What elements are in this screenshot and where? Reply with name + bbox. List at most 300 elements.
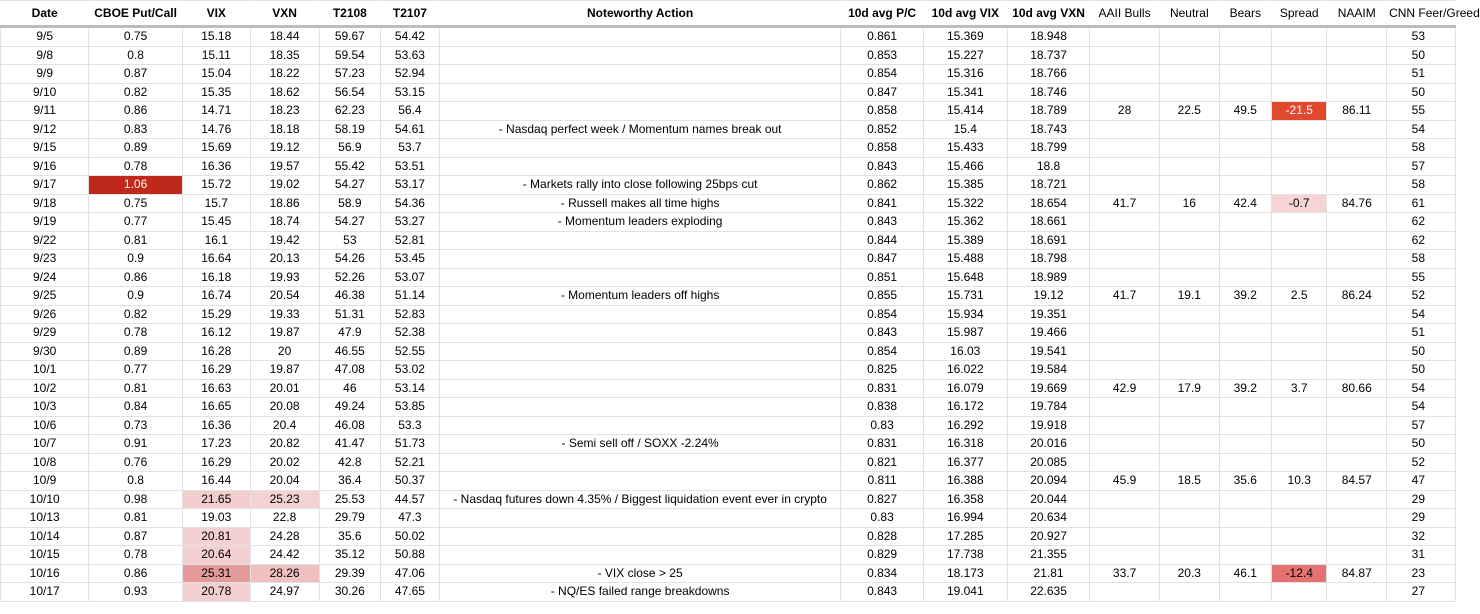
cell-10d-avg-vix[interactable]: 15.341 <box>923 83 1007 102</box>
cell-spread[interactable] <box>1271 231 1326 250</box>
cell-vxn[interactable]: 19.02 <box>250 176 319 195</box>
cell-neutral[interactable] <box>1160 120 1220 139</box>
cell-bears[interactable] <box>1219 324 1271 343</box>
cell-spread[interactable] <box>1271 361 1326 380</box>
header-naaim[interactable]: NAAIM <box>1327 1 1387 27</box>
cell-cnn-fear-greed[interactable]: 27 <box>1387 583 1456 602</box>
cell-date[interactable]: 9/15 <box>1 139 89 158</box>
cell-10d-avg-pc[interactable]: 0.821 <box>841 453 923 472</box>
cell-neutral[interactable]: 22.5 <box>1160 102 1220 121</box>
cell-vxn[interactable]: 19.12 <box>250 139 319 158</box>
cell-vxn[interactable]: 18.22 <box>250 65 319 84</box>
cell-t2107[interactable]: 52.21 <box>381 453 440 472</box>
cell-naaim[interactable]: 86.24 <box>1327 287 1387 306</box>
cell-10d-avg-pc[interactable]: 0.862 <box>841 176 923 195</box>
cell-t2107[interactable]: 52.38 <box>381 324 440 343</box>
cell-10d-avg-pc[interactable]: 0.847 <box>841 250 923 269</box>
header-10d-avg-pc[interactable]: 10d avg P/C <box>841 1 923 27</box>
cell-t2107[interactable]: 50.88 <box>381 546 440 565</box>
cell-10d-avg-vix[interactable]: 16.292 <box>923 416 1007 435</box>
cell-t2107[interactable]: 53.27 <box>381 213 440 232</box>
cell-neutral[interactable]: 20.3 <box>1160 564 1220 583</box>
cell-vix[interactable]: 16.36 <box>182 416 250 435</box>
cell-10d-avg-vxn[interactable]: 19.466 <box>1007 324 1089 343</box>
cell-vix[interactable]: 20.64 <box>182 546 250 565</box>
cell-10d-avg-pc[interactable]: 0.831 <box>841 435 923 454</box>
cell-date[interactable]: 10/14 <box>1 527 89 546</box>
cell-cnn-fear-greed[interactable]: 55 <box>1387 102 1456 121</box>
cell-bears[interactable] <box>1219 157 1271 176</box>
cell-10d-avg-pc[interactable]: 0.861 <box>841 27 923 47</box>
cell-10d-avg-vix[interactable]: 16.994 <box>923 509 1007 528</box>
cell-cnn-fear-greed[interactable]: 31 <box>1387 546 1456 565</box>
cell-naaim[interactable] <box>1327 139 1387 158</box>
cell-spread[interactable] <box>1271 435 1326 454</box>
cell-t2107[interactable]: 54.42 <box>381 27 440 47</box>
cell-date[interactable]: 9/16 <box>1 157 89 176</box>
cell-neutral[interactable] <box>1160 268 1220 287</box>
cell-10d-avg-vxn[interactable]: 19.784 <box>1007 398 1089 417</box>
cell-vxn[interactable]: 24.28 <box>250 527 319 546</box>
cell-vix[interactable]: 16.44 <box>182 472 250 491</box>
cell-t2107[interactable]: 53.7 <box>381 139 440 158</box>
cell-t2107[interactable]: 52.55 <box>381 342 440 361</box>
cell-vix[interactable]: 16.18 <box>182 268 250 287</box>
cell-noteworthy-action[interactable] <box>439 65 841 84</box>
cell-aaii-bulls[interactable]: 41.7 <box>1090 194 1160 213</box>
cell-naaim[interactable] <box>1327 342 1387 361</box>
cell-10d-avg-vxn[interactable]: 19.918 <box>1007 416 1089 435</box>
cell-naaim[interactable] <box>1327 157 1387 176</box>
cell-10d-avg-pc[interactable]: 0.858 <box>841 102 923 121</box>
cell-naaim[interactable] <box>1327 83 1387 102</box>
cell-bears[interactable] <box>1219 176 1271 195</box>
cell-put-call[interactable]: 0.84 <box>89 398 183 417</box>
cell-t2107[interactable]: 53.51 <box>381 157 440 176</box>
cell-noteworthy-action[interactable]: - Momentum leaders off highs <box>439 287 841 306</box>
cell-10d-avg-vxn[interactable]: 21.81 <box>1007 564 1089 583</box>
cell-10d-avg-pc[interactable]: 0.852 <box>841 120 923 139</box>
cell-10d-avg-vxn[interactable]: 18.721 <box>1007 176 1089 195</box>
cell-spread[interactable] <box>1271 490 1326 509</box>
cell-10d-avg-pc[interactable]: 0.834 <box>841 564 923 583</box>
cell-aaii-bulls[interactable] <box>1090 139 1160 158</box>
cell-noteworthy-action[interactable]: - Semi sell off / SOXX -2.24% <box>439 435 841 454</box>
cell-t2107[interactable]: 53.63 <box>381 46 440 65</box>
cell-neutral[interactable] <box>1160 398 1220 417</box>
cell-cnn-fear-greed[interactable]: 52 <box>1387 453 1456 472</box>
cell-10d-avg-pc[interactable]: 0.825 <box>841 361 923 380</box>
header-vxn[interactable]: VXN <box>250 1 319 27</box>
cell-10d-avg-vxn[interactable]: 20.094 <box>1007 472 1089 491</box>
cell-date[interactable]: 10/10 <box>1 490 89 509</box>
cell-aaii-bulls[interactable] <box>1090 342 1160 361</box>
cell-vxn[interactable]: 20.02 <box>250 453 319 472</box>
cell-spread[interactable] <box>1271 83 1326 102</box>
cell-vix[interactable]: 14.76 <box>182 120 250 139</box>
cell-neutral[interactable] <box>1160 583 1220 602</box>
cell-cnn-fear-greed[interactable]: 54 <box>1387 120 1456 139</box>
cell-t2107[interactable]: 51.14 <box>381 287 440 306</box>
cell-date[interactable]: 9/19 <box>1 213 89 232</box>
cell-neutral[interactable]: 18.5 <box>1160 472 1220 491</box>
cell-noteworthy-action[interactable] <box>439 83 841 102</box>
cell-date[interactable]: 10/6 <box>1 416 89 435</box>
cell-bears[interactable] <box>1219 305 1271 324</box>
cell-neutral[interactable] <box>1160 157 1220 176</box>
cell-vxn[interactable]: 18.44 <box>250 27 319 47</box>
cell-cnn-fear-greed[interactable]: 50 <box>1387 46 1456 65</box>
cell-neutral[interactable] <box>1160 83 1220 102</box>
cell-t2108[interactable]: 58.19 <box>319 120 381 139</box>
cell-bears[interactable]: 39.2 <box>1219 379 1271 398</box>
cell-neutral[interactable] <box>1160 65 1220 84</box>
cell-bears[interactable] <box>1219 490 1271 509</box>
cell-aaii-bulls[interactable]: 41.7 <box>1090 287 1160 306</box>
cell-aaii-bulls[interactable] <box>1090 231 1160 250</box>
cell-10d-avg-vix[interactable]: 15.4 <box>923 120 1007 139</box>
cell-naaim[interactable] <box>1327 268 1387 287</box>
cell-t2107[interactable]: 56.4 <box>381 102 440 121</box>
cell-put-call[interactable]: 0.73 <box>89 416 183 435</box>
cell-aaii-bulls[interactable] <box>1090 416 1160 435</box>
cell-10d-avg-pc[interactable]: 0.841 <box>841 194 923 213</box>
cell-t2107[interactable]: 53.45 <box>381 250 440 269</box>
cell-10d-avg-vxn[interactable]: 18.948 <box>1007 27 1089 47</box>
cell-date[interactable]: 9/17 <box>1 176 89 195</box>
cell-naaim[interactable] <box>1327 527 1387 546</box>
cell-t2107[interactable]: 47.06 <box>381 564 440 583</box>
cell-naaim[interactable] <box>1327 361 1387 380</box>
cell-10d-avg-pc[interactable]: 0.843 <box>841 583 923 602</box>
cell-neutral[interactable] <box>1160 416 1220 435</box>
cell-10d-avg-vxn[interactable]: 18.789 <box>1007 102 1089 121</box>
cell-put-call[interactable]: 0.77 <box>89 361 183 380</box>
cell-10d-avg-vix[interactable]: 15.488 <box>923 250 1007 269</box>
cell-10d-avg-vxn[interactable]: 19.584 <box>1007 361 1089 380</box>
cell-neutral[interactable] <box>1160 250 1220 269</box>
cell-vix[interactable]: 14.71 <box>182 102 250 121</box>
cell-cnn-fear-greed[interactable]: 51 <box>1387 324 1456 343</box>
cell-put-call[interactable]: 0.9 <box>89 250 183 269</box>
cell-vxn[interactable]: 24.42 <box>250 546 319 565</box>
cell-naaim[interactable]: 84.87 <box>1327 564 1387 583</box>
cell-vix[interactable]: 20.78 <box>182 583 250 602</box>
cell-put-call[interactable]: 0.86 <box>89 564 183 583</box>
cell-noteworthy-action[interactable] <box>439 157 841 176</box>
cell-spread[interactable] <box>1271 213 1326 232</box>
cell-bears[interactable] <box>1219 453 1271 472</box>
cell-bears[interactable] <box>1219 250 1271 269</box>
header-spread[interactable]: Spread <box>1271 1 1326 27</box>
cell-date[interactable]: 9/26 <box>1 305 89 324</box>
cell-t2107[interactable]: 54.61 <box>381 120 440 139</box>
cell-spread[interactable] <box>1271 416 1326 435</box>
cell-date[interactable]: 10/16 <box>1 564 89 583</box>
cell-noteworthy-action[interactable] <box>439 305 841 324</box>
cell-aaii-bulls[interactable] <box>1090 453 1160 472</box>
cell-10d-avg-vxn[interactable]: 20.016 <box>1007 435 1089 454</box>
cell-cnn-fear-greed[interactable]: 57 <box>1387 416 1456 435</box>
cell-vix[interactable]: 16.1 <box>182 231 250 250</box>
cell-naaim[interactable] <box>1327 120 1387 139</box>
cell-t2108[interactable]: 58.9 <box>319 194 381 213</box>
cell-noteworthy-action[interactable] <box>439 379 841 398</box>
cell-vix[interactable]: 16.74 <box>182 287 250 306</box>
cell-spread[interactable] <box>1271 342 1326 361</box>
cell-10d-avg-vix[interactable]: 15.934 <box>923 305 1007 324</box>
cell-aaii-bulls[interactable]: 33.7 <box>1090 564 1160 583</box>
cell-put-call[interactable]: 0.98 <box>89 490 183 509</box>
cell-spread[interactable] <box>1271 139 1326 158</box>
cell-put-call[interactable]: 0.87 <box>89 65 183 84</box>
cell-10d-avg-vxn[interactable]: 18.743 <box>1007 120 1089 139</box>
cell-noteworthy-action[interactable] <box>439 527 841 546</box>
cell-naaim[interactable] <box>1327 324 1387 343</box>
cell-10d-avg-vix[interactable]: 16.03 <box>923 342 1007 361</box>
cell-10d-avg-vix[interactable]: 15.362 <box>923 213 1007 232</box>
cell-noteworthy-action[interactable] <box>439 342 841 361</box>
cell-vxn[interactable]: 18.74 <box>250 213 319 232</box>
cell-t2107[interactable]: 47.3 <box>381 509 440 528</box>
cell-vxn[interactable]: 25.23 <box>250 490 319 509</box>
cell-t2108[interactable]: 29.79 <box>319 509 381 528</box>
cell-aaii-bulls[interactable] <box>1090 268 1160 287</box>
cell-10d-avg-vix[interactable]: 18.173 <box>923 564 1007 583</box>
header-date[interactable]: Date <box>1 1 89 27</box>
cell-neutral[interactable]: 17.9 <box>1160 379 1220 398</box>
cell-bears[interactable] <box>1219 416 1271 435</box>
cell-10d-avg-pc[interactable]: 0.844 <box>841 231 923 250</box>
header-t2108[interactable]: T2108 <box>319 1 381 27</box>
cell-date[interactable]: 9/18 <box>1 194 89 213</box>
cell-bears[interactable] <box>1219 65 1271 84</box>
cell-noteworthy-action[interactable] <box>439 416 841 435</box>
cell-spread[interactable] <box>1271 398 1326 417</box>
cell-noteworthy-action[interactable] <box>439 231 841 250</box>
cell-t2108[interactable]: 30.26 <box>319 583 381 602</box>
cell-spread[interactable]: 2.5 <box>1271 287 1326 306</box>
cell-10d-avg-vxn[interactable]: 18.737 <box>1007 46 1089 65</box>
cell-spread[interactable] <box>1271 65 1326 84</box>
cell-vix[interactable]: 16.63 <box>182 379 250 398</box>
cell-vxn[interactable]: 18.35 <box>250 46 319 65</box>
cell-spread[interactable]: 3.7 <box>1271 379 1326 398</box>
cell-t2108[interactable]: 47.9 <box>319 324 381 343</box>
cell-10d-avg-vxn[interactable]: 20.634 <box>1007 509 1089 528</box>
cell-cnn-fear-greed[interactable]: 53 <box>1387 27 1456 47</box>
header-cnn-fear-greed[interactable]: CNN Feer/Greed <box>1387 1 1456 27</box>
cell-vix[interactable]: 21.65 <box>182 490 250 509</box>
cell-10d-avg-pc[interactable]: 0.854 <box>841 65 923 84</box>
cell-spread[interactable] <box>1271 324 1326 343</box>
cell-vxn[interactable]: 20.4 <box>250 416 319 435</box>
cell-cnn-fear-greed[interactable]: 61 <box>1387 194 1456 213</box>
cell-t2108[interactable]: 36.4 <box>319 472 381 491</box>
cell-t2108[interactable]: 52.26 <box>319 268 381 287</box>
cell-noteworthy-action[interactable] <box>439 139 841 158</box>
cell-t2107[interactable]: 52.83 <box>381 305 440 324</box>
cell-put-call[interactable]: 0.78 <box>89 546 183 565</box>
cell-vix[interactable]: 16.65 <box>182 398 250 417</box>
cell-t2108[interactable]: 35.6 <box>319 527 381 546</box>
cell-10d-avg-pc[interactable]: 0.827 <box>841 490 923 509</box>
cell-naaim[interactable] <box>1327 231 1387 250</box>
cell-neutral[interactable] <box>1160 176 1220 195</box>
cell-spread[interactable]: 10.3 <box>1271 472 1326 491</box>
cell-10d-avg-pc[interactable]: 0.831 <box>841 379 923 398</box>
cell-10d-avg-pc[interactable]: 0.829 <box>841 546 923 565</box>
cell-10d-avg-vix[interactable]: 16.318 <box>923 435 1007 454</box>
cell-spread[interactable] <box>1271 27 1326 47</box>
cell-put-call[interactable]: 0.89 <box>89 139 183 158</box>
cell-put-call[interactable]: 0.81 <box>89 509 183 528</box>
cell-date[interactable]: 9/9 <box>1 65 89 84</box>
cell-10d-avg-vxn[interactable]: 20.085 <box>1007 453 1089 472</box>
cell-10d-avg-vix[interactable]: 16.079 <box>923 379 1007 398</box>
cell-t2108[interactable]: 54.27 <box>319 213 381 232</box>
cell-t2107[interactable]: 53.3 <box>381 416 440 435</box>
cell-vxn[interactable]: 20.01 <box>250 379 319 398</box>
cell-date[interactable]: 9/29 <box>1 324 89 343</box>
cell-noteworthy-action[interactable] <box>439 453 841 472</box>
cell-10d-avg-pc[interactable]: 0.83 <box>841 416 923 435</box>
cell-put-call[interactable]: 0.8 <box>89 46 183 65</box>
cell-aaii-bulls[interactable] <box>1090 324 1160 343</box>
cell-date[interactable]: 9/5 <box>1 27 89 47</box>
cell-bears[interactable] <box>1219 509 1271 528</box>
cell-t2108[interactable]: 56.54 <box>319 83 381 102</box>
cell-spread[interactable]: -12.4 <box>1271 564 1326 583</box>
cell-10d-avg-pc[interactable]: 0.854 <box>841 305 923 324</box>
header-t2107[interactable]: T2107 <box>381 1 440 27</box>
cell-noteworthy-action[interactable]: - VIX close > 25 <box>439 564 841 583</box>
cell-t2108[interactable]: 54.27 <box>319 176 381 195</box>
cell-vix[interactable]: 16.12 <box>182 324 250 343</box>
cell-10d-avg-vix[interactable]: 16.172 <box>923 398 1007 417</box>
cell-naaim[interactable] <box>1327 416 1387 435</box>
cell-t2108[interactable]: 46 <box>319 379 381 398</box>
cell-10d-avg-pc[interactable]: 0.843 <box>841 324 923 343</box>
cell-bears[interactable] <box>1219 231 1271 250</box>
cell-aaii-bulls[interactable] <box>1090 509 1160 528</box>
cell-vix[interactable]: 20.81 <box>182 527 250 546</box>
cell-t2107[interactable]: 47.65 <box>381 583 440 602</box>
cell-spread[interactable]: -21.5 <box>1271 102 1326 121</box>
cell-cnn-fear-greed[interactable]: 50 <box>1387 342 1456 361</box>
cell-10d-avg-vix[interactable]: 16.022 <box>923 361 1007 380</box>
cell-vix[interactable]: 16.28 <box>182 342 250 361</box>
cell-10d-avg-vix[interactable]: 15.731 <box>923 287 1007 306</box>
cell-noteworthy-action[interactable] <box>439 509 841 528</box>
cell-t2108[interactable]: 49.24 <box>319 398 381 417</box>
cell-cnn-fear-greed[interactable]: 54 <box>1387 379 1456 398</box>
cell-10d-avg-vxn[interactable]: 18.8 <box>1007 157 1089 176</box>
cell-10d-avg-pc[interactable]: 0.855 <box>841 287 923 306</box>
cell-naaim[interactable] <box>1327 176 1387 195</box>
cell-neutral[interactable] <box>1160 139 1220 158</box>
cell-date[interactable]: 10/17 <box>1 583 89 602</box>
cell-naaim[interactable] <box>1327 250 1387 269</box>
cell-aaii-bulls[interactable] <box>1090 176 1160 195</box>
cell-10d-avg-vxn[interactable]: 18.654 <box>1007 194 1089 213</box>
cell-put-call[interactable]: 0.8 <box>89 472 183 491</box>
cell-cnn-fear-greed[interactable]: 62 <box>1387 231 1456 250</box>
cell-naaim[interactable]: 80.66 <box>1327 379 1387 398</box>
cell-t2108[interactable]: 42.8 <box>319 453 381 472</box>
cell-10d-avg-vxn[interactable]: 19.541 <box>1007 342 1089 361</box>
cell-cnn-fear-greed[interactable]: 58 <box>1387 139 1456 158</box>
cell-t2107[interactable]: 52.81 <box>381 231 440 250</box>
cell-spread[interactable]: -0.7 <box>1271 194 1326 213</box>
cell-aaii-bulls[interactable] <box>1090 583 1160 602</box>
cell-vxn[interactable]: 22.8 <box>250 509 319 528</box>
cell-aaii-bulls[interactable] <box>1090 65 1160 84</box>
cell-cnn-fear-greed[interactable]: 62 <box>1387 213 1456 232</box>
cell-bears[interactable] <box>1219 342 1271 361</box>
cell-spread[interactable] <box>1271 583 1326 602</box>
cell-noteworthy-action[interactable]: - Russell makes all time highs <box>439 194 841 213</box>
cell-t2108[interactable]: 46.08 <box>319 416 381 435</box>
cell-naaim[interactable] <box>1327 583 1387 602</box>
cell-vix[interactable]: 15.69 <box>182 139 250 158</box>
cell-10d-avg-pc[interactable]: 0.851 <box>841 268 923 287</box>
cell-noteworthy-action[interactable] <box>439 324 841 343</box>
cell-naaim[interactable] <box>1327 213 1387 232</box>
cell-date[interactable]: 10/3 <box>1 398 89 417</box>
cell-t2108[interactable]: 56.9 <box>319 139 381 158</box>
cell-neutral[interactable] <box>1160 527 1220 546</box>
cell-10d-avg-pc[interactable]: 0.838 <box>841 398 923 417</box>
cell-10d-avg-vix[interactable]: 15.414 <box>923 102 1007 121</box>
cell-put-call[interactable]: 0.78 <box>89 324 183 343</box>
cell-10d-avg-pc[interactable]: 0.843 <box>841 157 923 176</box>
cell-bears[interactable]: 39.2 <box>1219 287 1271 306</box>
cell-naaim[interactable]: 84.57 <box>1327 472 1387 491</box>
cell-t2108[interactable]: 57.23 <box>319 65 381 84</box>
cell-aaii-bulls[interactable] <box>1090 305 1160 324</box>
header-10d-avg-vix[interactable]: 10d avg VIX <box>923 1 1007 27</box>
header-bears[interactable]: Bears <box>1219 1 1271 27</box>
cell-vix[interactable]: 15.04 <box>182 65 250 84</box>
cell-cnn-fear-greed[interactable]: 52 <box>1387 287 1456 306</box>
cell-bears[interactable] <box>1219 546 1271 565</box>
cell-10d-avg-vxn[interactable]: 18.798 <box>1007 250 1089 269</box>
cell-vix[interactable]: 19.03 <box>182 509 250 528</box>
cell-spread[interactable] <box>1271 250 1326 269</box>
cell-spread[interactable] <box>1271 46 1326 65</box>
cell-date[interactable]: 10/2 <box>1 379 89 398</box>
cell-bears[interactable] <box>1219 361 1271 380</box>
cell-t2108[interactable]: 59.67 <box>319 27 381 47</box>
cell-t2107[interactable]: 53.85 <box>381 398 440 417</box>
cell-vix[interactable]: 15.7 <box>182 194 250 213</box>
cell-noteworthy-action[interactable] <box>439 46 841 65</box>
cell-vix[interactable]: 16.64 <box>182 250 250 269</box>
cell-10d-avg-pc[interactable]: 0.828 <box>841 527 923 546</box>
cell-put-call[interactable]: 0.86 <box>89 268 183 287</box>
cell-10d-avg-vxn[interactable]: 20.927 <box>1007 527 1089 546</box>
cell-10d-avg-vxn[interactable]: 18.799 <box>1007 139 1089 158</box>
cell-date[interactable]: 10/7 <box>1 435 89 454</box>
cell-bears[interactable] <box>1219 139 1271 158</box>
cell-vix[interactable]: 25.31 <box>182 564 250 583</box>
cell-t2108[interactable]: 41.47 <box>319 435 381 454</box>
cell-10d-avg-vxn[interactable]: 21.355 <box>1007 546 1089 565</box>
cell-t2108[interactable]: 35.12 <box>319 546 381 565</box>
header-aaii-bulls[interactable]: AAII Bulls <box>1090 1 1160 27</box>
cell-put-call[interactable]: 0.78 <box>89 157 183 176</box>
